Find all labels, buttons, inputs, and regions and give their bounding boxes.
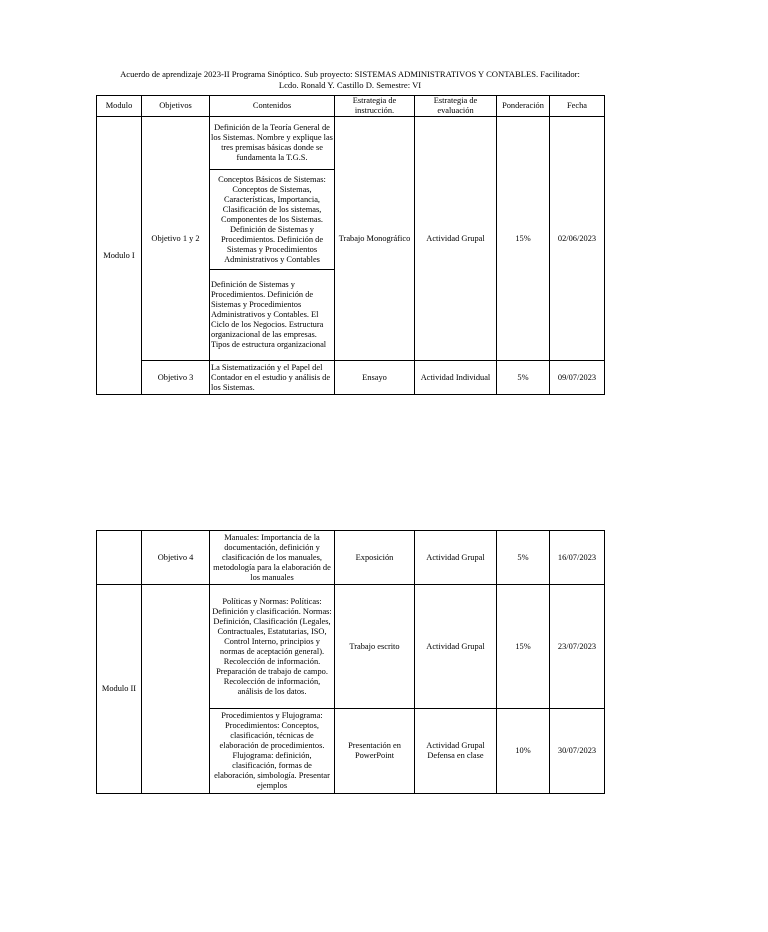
fecha-cell: 30/07/2023 <box>550 709 605 794</box>
objetivo-cell <box>142 585 210 794</box>
table-row <box>97 585 605 709</box>
col-header-modulo: Modulo <box>97 96 142 117</box>
col-header-fecha: Fecha <box>550 96 605 117</box>
col-header-estrategia-instruccion: Estrategia de instrucción. <box>335 96 415 117</box>
table-row <box>97 361 605 395</box>
contenido-cell: Definición de Sistemas y Procedimientos. Definición de Sistemas y Procedimientos Administrativos y Contables. El Ciclo de los Negocios. Estructura organizacional de las empresas. Tipos de estructura organizacional <box>210 270 335 361</box>
instruccion-cell: Ensayo <box>335 361 415 395</box>
evaluacion-cell: Actividad Individual <box>415 361 497 395</box>
table-row <box>97 117 605 170</box>
title-line-2: Lcdo. Ronald Y. Castillo D. Semestre: VI <box>278 80 422 90</box>
header-row <box>97 96 605 117</box>
ponderacion-cell: 10% <box>497 709 550 794</box>
instruccion-cell: Presentación en PowerPoint <box>335 709 415 794</box>
contenido-cell: Manuales: Importancia de la documentación, definición y clasificación de los manuales, metodología para la elaboración de los manuales <box>210 531 335 585</box>
document-title <box>96 69 604 91</box>
evaluacion-cell: Actividad Grupal Defensa en clase <box>415 709 497 794</box>
syllabus-table-page-1 <box>96 95 605 395</box>
title-line-1: Acuerdo de aprendizaje 2023-II Programa Sinóptico. Sub proyecto: SISTEMAS ADMINISTRATIVOS Y CONTABLES. Facilitador: <box>120 69 580 79</box>
fecha-cell: 02/06/2023 <box>550 117 605 361</box>
evaluacion-cell: Actividad Grupal <box>415 117 497 361</box>
col-header-ponderacion: Ponderación <box>497 96 550 117</box>
fecha-cell: 16/07/2023 <box>550 531 605 585</box>
col-header-objetivos: Objetivos <box>142 96 210 117</box>
ponderacion-cell: 5% <box>497 531 550 585</box>
syllabus-table-page-2 <box>96 530 605 794</box>
modulo-cell <box>97 531 142 585</box>
evaluacion-cell: Actividad Grupal <box>415 531 497 585</box>
modulo-cell: Modulo I <box>97 117 142 395</box>
evaluacion-cell: Actividad Grupal <box>415 585 497 709</box>
instruccion-cell: Trabajo Monográfico <box>335 117 415 361</box>
fecha-cell: 23/07/2023 <box>550 585 605 709</box>
ponderacion-cell: 5% <box>497 361 550 395</box>
contenido-cell: Conceptos Básicos de Sistemas: Conceptos de Sistemas, Características, Importancia, Clasificación de los sistemas, Componentes de los Sistemas. Definición de Sistemas y Procedimientos. Definición de Sistemas y Procedimientos Administrativos y Contables <box>210 170 335 270</box>
instruccion-cell: Trabajo escrito <box>335 585 415 709</box>
objetivo-cell: Objetivo 3 <box>142 361 210 395</box>
objetivo-cell: Objetivo 1 y 2 <box>142 117 210 361</box>
ponderacion-cell: 15% <box>497 117 550 361</box>
ponderacion-cell: 15% <box>497 585 550 709</box>
contenido-cell: Definición de la Teoría General de los Sistemas. Nombre y explique las tres premisas básicas donde se fundamenta la T.G.S. <box>210 117 335 170</box>
contenido-cell: La Sistematización y el Papel del Contador en el estudio y análisis de los Sistemas. <box>210 361 335 395</box>
contenido-cell: Políticas y Normas: Políticas: Definición y clasificación. Normas: Definición, Clasificación (Legales, Contractuales, Estatutarias, ISO, Control Interno, principios y normas de aceptación general). Recolección de información. Preparación de trabajo de campo. Recolección de información, análisis de los datos. <box>210 585 335 709</box>
col-header-contenidos: Contenidos <box>210 96 335 117</box>
col-header-estrategia-evaluacion: Estrategia de evaluación <box>415 96 497 117</box>
instruccion-cell: Exposición <box>335 531 415 585</box>
fecha-cell: 09/07/2023 <box>550 361 605 395</box>
table-row <box>97 531 605 585</box>
modulo-cell: Modulo II <box>97 585 142 794</box>
contenido-cell: Procedimientos y Flujograma: Procedimientos: Conceptos, clasificación, técnicas de elaboración de procedimientos. Flujograma: definición, clasificación, formas de elaboración, simbología. Presentar ejemplos <box>210 709 335 794</box>
objetivo-cell: Objetivo 4 <box>142 531 210 585</box>
